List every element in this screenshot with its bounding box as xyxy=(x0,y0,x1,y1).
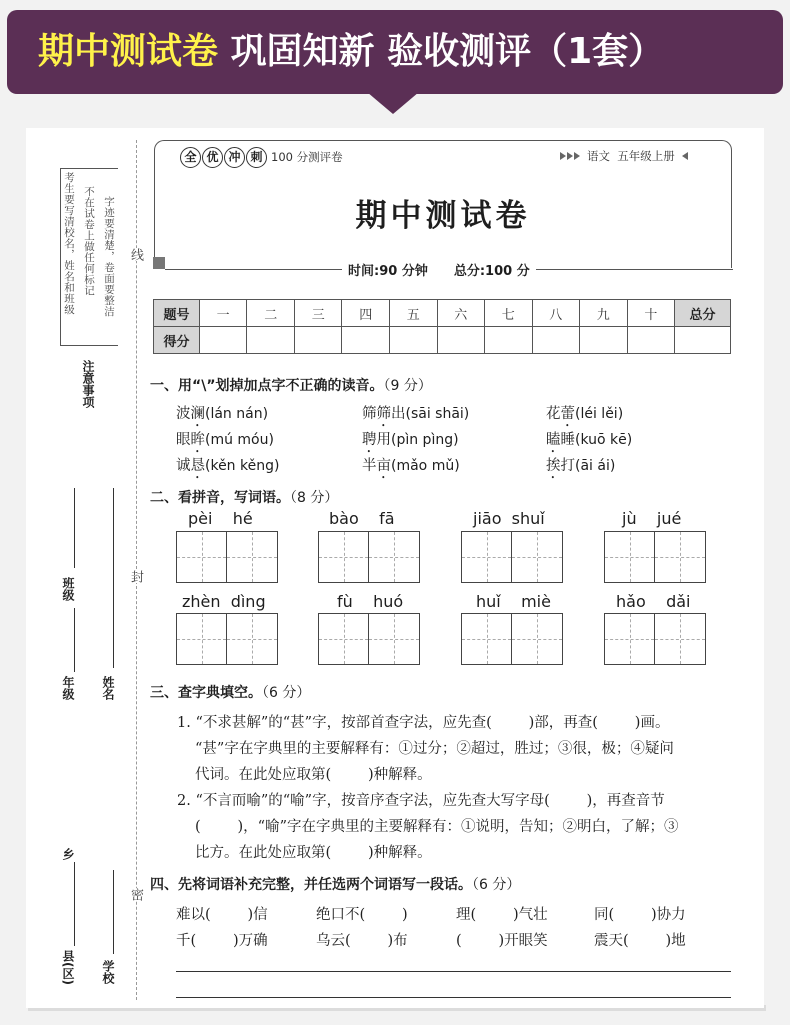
section-1-points: （9 分） xyxy=(383,378,432,394)
answer-line[interactable] xyxy=(176,997,731,998)
question-number: 七 xyxy=(485,300,533,327)
grid-cell[interactable] xyxy=(461,531,512,583)
page-title: 期中测试卷 xyxy=(355,198,531,234)
idiom-item[interactable]: 难以( )信 xyxy=(176,907,268,923)
name-line xyxy=(113,488,114,668)
question-text: 代词。在此处应取第( )种解释。 xyxy=(195,767,432,783)
score-cell[interactable] xyxy=(532,327,580,354)
idiom-item[interactable]: 千( )万确 xyxy=(176,933,268,949)
score-cell[interactable] xyxy=(580,327,628,354)
brand-badge xyxy=(180,146,347,168)
dotted-char: 瞌 xyxy=(546,432,561,448)
writing-grid[interactable] xyxy=(604,613,706,665)
section-1-title xyxy=(150,375,432,395)
pinyin-prompt: huǐ miè xyxy=(476,592,551,611)
name-label: 姓名 xyxy=(101,676,115,700)
reading-item[interactable] xyxy=(176,428,274,456)
arrow-right-icon xyxy=(567,152,573,160)
word-part: 半 xyxy=(362,458,377,474)
reading-item[interactable] xyxy=(546,402,623,430)
township-line xyxy=(74,862,75,946)
row-label: 得分 xyxy=(154,327,200,354)
writing-grid[interactable] xyxy=(318,613,420,665)
table-row xyxy=(154,327,731,354)
word-part: 波 xyxy=(176,406,191,422)
pinyin-options: (sāi shāi) xyxy=(405,406,470,422)
word-part: 诚 xyxy=(176,458,191,474)
pinyin-options: (pìn pìng) xyxy=(391,432,459,448)
brand-char: 优 xyxy=(202,147,223,168)
word-part: 花 xyxy=(546,406,561,422)
pinyin-options: (kěn kěng) xyxy=(205,458,280,474)
idiom-item[interactable]: ( )开眼笑 xyxy=(456,933,548,949)
section-1-text: 一、用“\”划掉加点字不正确的读音。 xyxy=(150,378,384,394)
dotted-char: 恳 xyxy=(190,458,205,474)
section-2-text: 二、看拼音，写词语。 xyxy=(150,490,290,506)
question-number: 四 xyxy=(342,300,390,327)
arrow-right-icon xyxy=(574,152,580,160)
class-label: 班级 xyxy=(61,577,75,601)
seal-feng: 封 xyxy=(128,570,143,583)
seal-xian: 线 xyxy=(128,248,143,261)
subject-label xyxy=(556,148,692,164)
section-3-points: （6 分） xyxy=(262,685,311,701)
time-limit: 时间:90 分钟 xyxy=(348,264,428,279)
brand-suffix: 100 分测评卷 xyxy=(271,150,343,164)
total-score: 总分:100 分 xyxy=(453,264,530,279)
pinyin-prompt: fù huó xyxy=(337,592,404,611)
pinyin-prompt: bào fā xyxy=(329,509,395,528)
question-text: 1. “不求甚解”的“甚”字，按部首查字法，应先查( )部，再查( )画。 xyxy=(177,715,670,731)
pinyin-prompt: jù jué xyxy=(622,509,682,528)
dotted-char: 眸 xyxy=(190,432,205,448)
brand-char: 全 xyxy=(180,147,201,168)
grid-cell[interactable] xyxy=(176,531,227,583)
idiom-item[interactable]: 震天( )地 xyxy=(594,933,686,949)
reading-item[interactable] xyxy=(176,402,268,430)
grade-label: 年级 xyxy=(61,676,75,700)
section-4-points: （6 分） xyxy=(472,877,521,893)
answer-line[interactable] xyxy=(176,971,731,972)
score-cell[interactable] xyxy=(199,327,247,354)
section-3-text: 三、查字典填空。 xyxy=(150,685,262,701)
township-label: 乡 xyxy=(61,848,75,860)
grid-cell[interactable] xyxy=(369,613,420,665)
section-3-title xyxy=(150,682,310,702)
pinyin-options: (āi ái) xyxy=(575,458,616,474)
score-cell[interactable] xyxy=(485,327,533,354)
reading-item[interactable] xyxy=(546,428,632,456)
idiom-item[interactable]: 乌云( )布 xyxy=(316,933,408,949)
dotted-char: 亩 xyxy=(376,458,391,474)
grid-cell[interactable] xyxy=(176,613,227,665)
pinyin-prompt: jiāo shuǐ xyxy=(473,509,545,528)
writing-grid[interactable] xyxy=(176,531,278,583)
idiom-item[interactable]: 绝口不( ) xyxy=(316,907,408,923)
word-part: 出 xyxy=(391,406,406,422)
note-line-3: 字迹要清楚，卷面要整洁 xyxy=(103,196,115,317)
idiom-item[interactable]: 理( )气壮 xyxy=(456,907,548,923)
total-header: 总分 xyxy=(675,300,731,327)
grid-cell[interactable] xyxy=(227,613,278,665)
idiom-item[interactable]: 同( )协力 xyxy=(594,907,686,923)
school-label: 学校 xyxy=(101,960,115,984)
word-part: 打 xyxy=(560,458,575,474)
brand-char: 冲 xyxy=(224,147,245,168)
total-score-cell[interactable] xyxy=(675,327,731,354)
writing-grid[interactable] xyxy=(318,531,420,583)
writing-grid[interactable] xyxy=(604,531,706,583)
score-cell[interactable] xyxy=(342,327,390,354)
writing-grid[interactable] xyxy=(461,531,563,583)
banner-pointer xyxy=(367,92,419,114)
grid-cell[interactable] xyxy=(227,531,278,583)
question-number: 十 xyxy=(627,300,675,327)
pinyin-options: (kuō kē) xyxy=(575,432,633,448)
grid-cell[interactable] xyxy=(318,613,369,665)
score-table xyxy=(153,299,731,354)
reading-item[interactable] xyxy=(546,454,615,482)
writing-grid[interactable] xyxy=(176,613,278,665)
grid-cell[interactable] xyxy=(655,613,706,665)
word-part: 眼 xyxy=(176,432,191,448)
question-number: 一 xyxy=(199,300,247,327)
pinyin-prompt: hǎo dǎi xyxy=(616,592,691,611)
word-part: 用 xyxy=(376,432,391,448)
grid-cell[interactable] xyxy=(369,531,420,583)
pinyin-options: (léi lěi) xyxy=(575,406,624,422)
pinyin-prompt: zhèn dìng xyxy=(182,592,266,611)
word-part: 睡 xyxy=(560,432,575,448)
notes-label: 注意事项 xyxy=(81,360,95,408)
score-cell[interactable] xyxy=(247,327,295,354)
grid-cell[interactable] xyxy=(604,613,655,665)
grid-cell[interactable] xyxy=(655,531,706,583)
score-cell[interactable] xyxy=(437,327,485,354)
question-number: 五 xyxy=(389,300,437,327)
question-text: 比方。在此处应取第( )种解释。 xyxy=(195,845,432,861)
grid-cell[interactable] xyxy=(461,613,512,665)
dotted-char: 聘 xyxy=(362,432,377,448)
section-4-title xyxy=(150,874,520,894)
reading-item[interactable] xyxy=(362,402,469,430)
header-corner-square xyxy=(153,257,165,269)
grid-cell[interactable] xyxy=(604,531,655,583)
table-row xyxy=(154,300,731,327)
banner-title xyxy=(7,10,783,94)
reading-item[interactable] xyxy=(176,454,279,482)
dotted-char: 澜 xyxy=(190,406,205,422)
question-text: “甚”字在字典里的主要解释有：①过分；②超过，胜过；③很，极；④疑问 xyxy=(195,741,674,757)
brand-char: 刺 xyxy=(246,147,267,168)
question-number: 八 xyxy=(532,300,580,327)
section-2-points: （8 分） xyxy=(290,490,339,506)
banner-highlight: 期中测试卷 xyxy=(38,31,219,72)
score-cell[interactable] xyxy=(627,327,675,354)
question-number: 九 xyxy=(580,300,628,327)
subject-text: 语文 五年级上册 xyxy=(587,149,675,163)
question-number: 二 xyxy=(247,300,295,327)
banner xyxy=(0,0,790,100)
time-score xyxy=(342,260,536,279)
writing-grid[interactable] xyxy=(461,613,563,665)
score-cell[interactable] xyxy=(389,327,437,354)
row-label: 题号 xyxy=(154,300,200,327)
grid-cell[interactable] xyxy=(512,613,563,665)
dotted-char: 筛 xyxy=(376,406,391,422)
pinyin-options: (mǎo mǔ) xyxy=(391,458,460,474)
word-part: 筛 xyxy=(362,406,377,422)
arrow-right-icon xyxy=(560,152,566,160)
dotted-char: 挨 xyxy=(546,458,561,474)
note-line-1: 考生要写清校名，姓名和班级 xyxy=(63,172,75,315)
question-number: 三 xyxy=(294,300,342,327)
grid-cell[interactable] xyxy=(318,531,369,583)
question-number: 六 xyxy=(437,300,485,327)
score-cell[interactable] xyxy=(294,327,342,354)
reading-item[interactable] xyxy=(362,428,459,456)
dotted-char: 蕾 xyxy=(560,406,575,422)
arrow-left-icon xyxy=(682,152,688,160)
pinyin-prompt: pèi hé xyxy=(188,509,253,528)
grade-line xyxy=(74,608,75,672)
pinyin-options: (lán nán) xyxy=(205,406,269,422)
grid-cell[interactable] xyxy=(512,531,563,583)
school-line xyxy=(113,870,114,954)
question-text: 2. “不言而喻”的“喻”字，按音序查字法，应先查大写字母( )，再查音节 xyxy=(177,793,665,809)
class-line xyxy=(74,488,75,568)
note-line-2: 不在试卷上做任何标记 xyxy=(83,186,95,296)
county-label: 县(区) xyxy=(61,950,75,985)
question-text: ( )，“喻”字在字典里的主要解释有：①说明，告知；②明白，了解；③ xyxy=(195,819,679,835)
section-4-text: 四、先将词语补充完整，并任选两个词语写一段话。 xyxy=(150,877,472,893)
banner-rest: 巩固知新 验收测评（1套） xyxy=(218,31,665,72)
reading-item[interactable] xyxy=(362,454,460,482)
seal-mi: 密 xyxy=(128,888,143,901)
section-2-title xyxy=(150,487,338,507)
pinyin-options: (mú móu) xyxy=(205,432,274,448)
